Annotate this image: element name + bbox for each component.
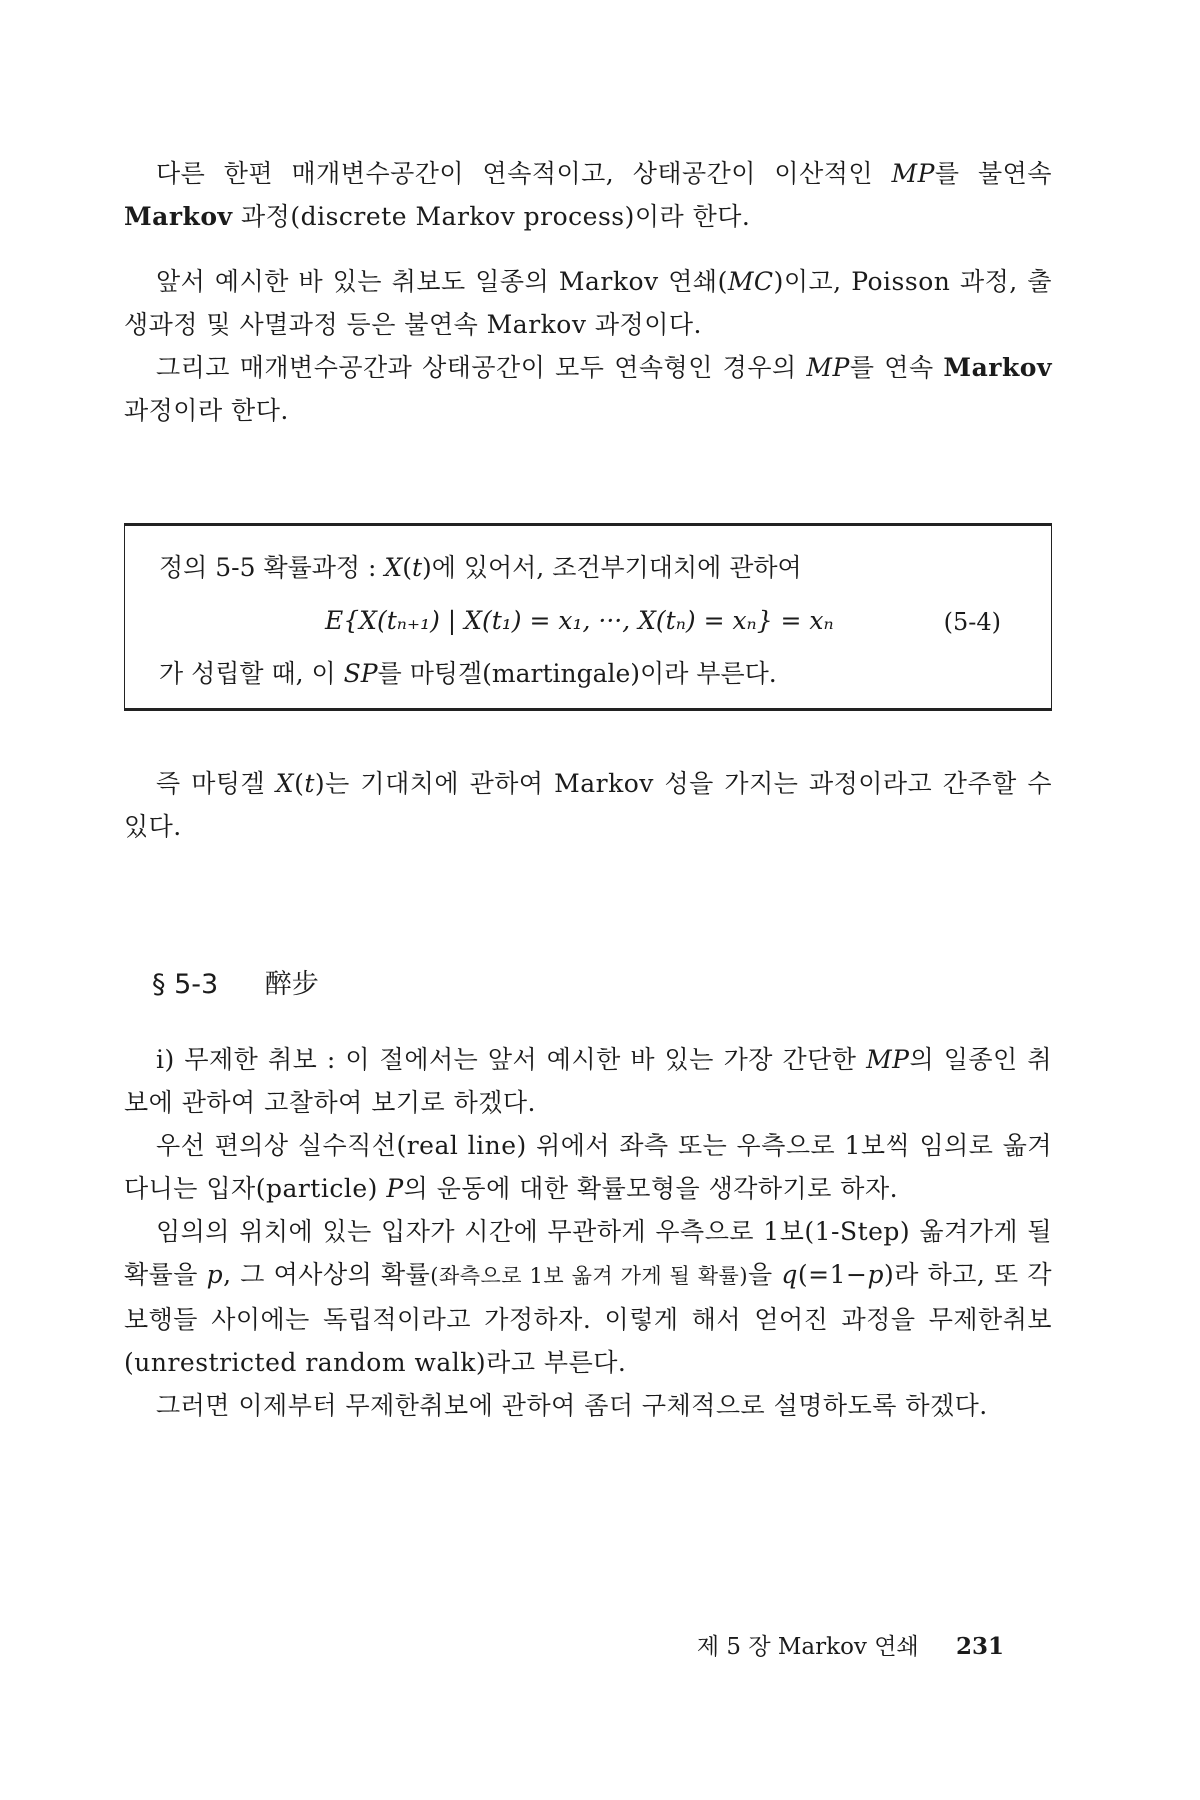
text-segment: 를 불연속 xyxy=(934,159,1052,188)
text-segment: )에 있어서, 조건부기대치에 관하여 xyxy=(422,553,802,582)
paragraph-p4 xyxy=(124,762,1052,848)
top-paragraphs xyxy=(124,152,1052,432)
text-segment: 의 일종인 취보에 관하여 고찰하여 보기로 하겠다. xyxy=(124,1045,1052,1117)
text-segment: (좌측으로 1보 옮겨 가게 될 확률) xyxy=(430,1264,749,1288)
text-segment: MP xyxy=(866,1045,910,1074)
text-segment: 을 xyxy=(748,1260,782,1289)
text-segment: 정의 5-5 확률과정 : xyxy=(159,553,385,582)
text-segment: 과정(discrete Markov process)이라 한다. xyxy=(232,202,751,231)
definition-conclusion-line xyxy=(159,654,777,690)
text-segment: ( xyxy=(402,553,412,582)
text-segment: 를 마팅겔(martingale)이라 부른다. xyxy=(377,659,777,688)
text-segment: q xyxy=(781,1260,798,1289)
definition-box xyxy=(124,523,1052,711)
text-segment: i) 무제한 취보 : 이 절에서는 앞서 예시한 바 있는 가장 간단한 xyxy=(156,1045,867,1074)
equation-number: (5-4) xyxy=(943,608,1001,636)
text-segment: )라 하고, 또 각 보행들 사이에는 독립적이라고 가정하자. 이렇게 해서 얻어진 과정을 무제한취보(unrestricted random walk)라고 부른다. xyxy=(124,1260,1052,1377)
paragraph-p5 xyxy=(124,1038,1052,1124)
text-segment: X xyxy=(275,769,295,798)
section-heading xyxy=(152,962,319,1001)
text-segment: , 그 여사상의 확률 xyxy=(223,1260,431,1289)
running-head: 제 5 장 Markov 연쇄 xyxy=(696,1634,919,1660)
text-segment: )는 기대치에 관하여 Markov 성을 가지는 과정이라고 간주할 수 있다. xyxy=(124,769,1052,841)
text-segment: t xyxy=(304,769,315,798)
definition-title-line xyxy=(159,548,802,584)
text-segment: 과정이라 한다. xyxy=(124,396,289,425)
text-segment: X xyxy=(384,553,403,582)
page-number: 231 xyxy=(955,1633,1004,1660)
text-segment: 다른 한편 매개변수공간이 연속적이고, 상태공간이 이산적인 xyxy=(156,159,892,188)
text-segment: p xyxy=(206,1260,224,1289)
text-segment: Markov xyxy=(124,202,233,231)
text-segment: t xyxy=(411,553,422,582)
text-segment: 즉 마팅겔 xyxy=(156,769,276,798)
text-segment: 그러면 이제부터 무제한취보에 관하여 좀더 구체적으로 설명하도록 하겠다. xyxy=(156,1391,988,1420)
text-segment: 임의의 위치에 있는 입자가 시간에 무관하게 우측으로 1보(1-Step) 옮겨가게 될 확률을 xyxy=(124,1217,1052,1289)
text-segment: (=1− xyxy=(797,1260,868,1289)
text-segment: MP xyxy=(806,353,850,382)
text-segment: 의 운동에 대한 확률모형을 생각하기로 하자. xyxy=(403,1174,899,1203)
section-title: 醉步 xyxy=(264,969,319,1000)
text-segment: 우선 편의상 실수직선(real line) 위에서 좌측 또는 우측으로 1보씩 임의로 옮겨다니는 입자(particle) xyxy=(124,1131,1052,1203)
text-segment: p xyxy=(867,1260,884,1289)
text-segment: MC xyxy=(727,267,774,296)
text-segment: P xyxy=(386,1174,404,1203)
text-segment: MP xyxy=(891,159,935,188)
text-segment: 그리고 매개변수공간과 상태공간이 모두 연속형인 경우의 xyxy=(156,353,807,382)
text-segment: 가 성립할 때, 이 xyxy=(159,659,344,688)
text-segment: 를 연속 xyxy=(849,353,944,382)
text-segment: SP xyxy=(343,659,378,688)
paragraph-p1 xyxy=(124,152,1052,238)
paragraph-p3 xyxy=(124,346,1052,432)
paragraph-p6 xyxy=(124,1124,1052,1210)
text-segment: ( xyxy=(294,769,305,798)
page-footer xyxy=(697,1628,1004,1661)
paragraph-p7 xyxy=(124,1210,1052,1384)
text-segment: Markov xyxy=(943,353,1052,382)
definition-equation: E{X(tₙ₊₁) | X(t₁) = x₁, ···, X(tₙ) = xₙ} = xₙ xyxy=(325,606,834,635)
paragraph-p2 xyxy=(124,260,1052,346)
after-definition-paragraph xyxy=(124,762,1052,848)
section-number: § 5-3 xyxy=(152,969,219,1000)
text-segment: 앞서 예시한 바 있는 취보도 일종의 Markov 연쇄( xyxy=(156,267,728,296)
bottom-paragraphs xyxy=(124,1038,1052,1427)
paragraph-p8 xyxy=(124,1384,1052,1427)
text-segment: )이고, Poisson 과정, 출생과정 및 사멸과정 등은 불연속 Markov 과정이다. xyxy=(124,267,1053,339)
